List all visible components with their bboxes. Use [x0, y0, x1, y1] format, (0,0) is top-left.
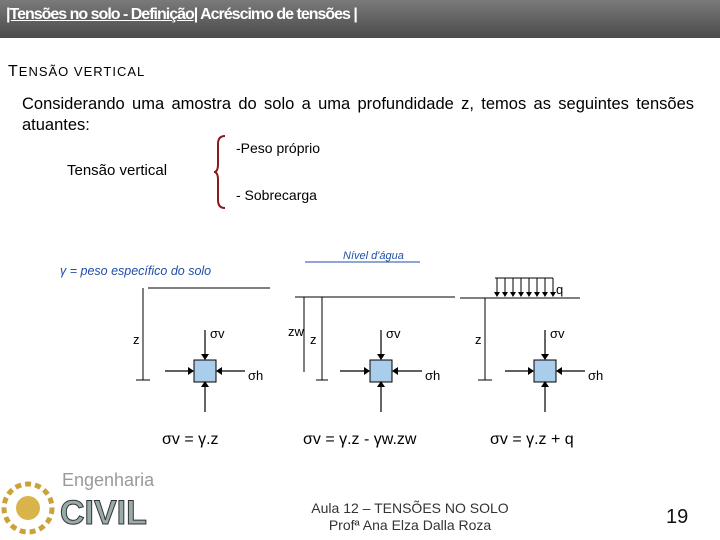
sigma-h-label-2: σh: [425, 368, 441, 383]
sigma-v-label-3: σv: [550, 326, 565, 341]
heading-initial: T: [8, 63, 19, 80]
engenharia-civil-logo: [0, 462, 180, 540]
sigma-v-label-1: σv: [210, 326, 225, 341]
item-peso-proprio: -Peso próprio: [236, 140, 321, 156]
item-sobrecarga: - Sobrecarga: [236, 187, 317, 203]
vertical-stress-label: Tensão vertical: [67, 162, 168, 179]
sigma-h-arrowhead-2: [364, 367, 370, 375]
sigma-h-label-1: σh: [248, 368, 264, 383]
sigma-v-arrowhead-2: [377, 354, 385, 360]
lecture-title: Aula 12 – TENSÕES NO SOLO: [311, 500, 509, 516]
stress-diagrams: [0, 240, 720, 460]
load-label: q: [556, 282, 564, 297]
sigma-h-arrowhead-3b: [556, 367, 562, 375]
gamma-definition: γ = peso específico do solo: [60, 264, 212, 278]
depth-label-3: z: [475, 332, 482, 347]
sigma-h-label-3: σh: [588, 368, 604, 383]
heading-rest: ENSÃO VERTICAL: [18, 64, 146, 79]
soil-element-2: [370, 360, 392, 382]
sigma-h-arrowhead-1: [188, 367, 194, 375]
footer-lecture-info: [300, 500, 520, 534]
intro-paragraph: Considerando uma amostra do solo a uma profundidade z, temos as seguintes tensões atuantes:: [22, 95, 694, 134]
formula-2: σv = γ.z - γw.zw: [303, 431, 417, 448]
header-bar: [0, 0, 720, 38]
formula-1: σv = γ.z: [162, 431, 219, 448]
depth-label-1: z: [133, 332, 140, 347]
sigma-h-arrowhead-3: [528, 367, 534, 375]
soil-element-3: [534, 360, 556, 382]
title-rest: Acréscimo de tensões |: [197, 6, 357, 23]
sigma-v-arrowhead-1: [201, 354, 209, 360]
section-heading: [8, 63, 145, 81]
professor-name: Profª Ana Elza Dalla Roza: [328, 517, 492, 533]
logo-main-text: CIVIL: [60, 494, 147, 532]
diagram-self-weight: [133, 288, 270, 448]
curly-brace: [212, 134, 228, 210]
sigma-v-label-2: σv: [386, 326, 401, 341]
formula-3: σv = γ.z + q: [490, 431, 574, 448]
gear-hub: [16, 496, 40, 520]
page-number: 19: [666, 506, 689, 528]
surcharge-arrows: [494, 278, 556, 297]
sigma-h-arrowhead-2b: [392, 367, 398, 375]
title-link-definicao[interactable]: |Tensões no solo - Definição|: [6, 6, 198, 23]
slide-title: [6, 6, 357, 24]
water-level-label: Nível d'água: [343, 250, 404, 262]
sigma-h-arrowhead-1b: [216, 367, 222, 375]
diagram-surcharge: [460, 278, 603, 448]
depth-label-2: z: [310, 332, 317, 347]
sigma-v-arrowhead-3: [541, 354, 549, 360]
water-depth-label: zw: [288, 324, 304, 339]
diagram-water-table: [288, 250, 455, 448]
logo-top-text: Engenharia: [62, 470, 155, 490]
soil-element-1: [194, 360, 216, 382]
